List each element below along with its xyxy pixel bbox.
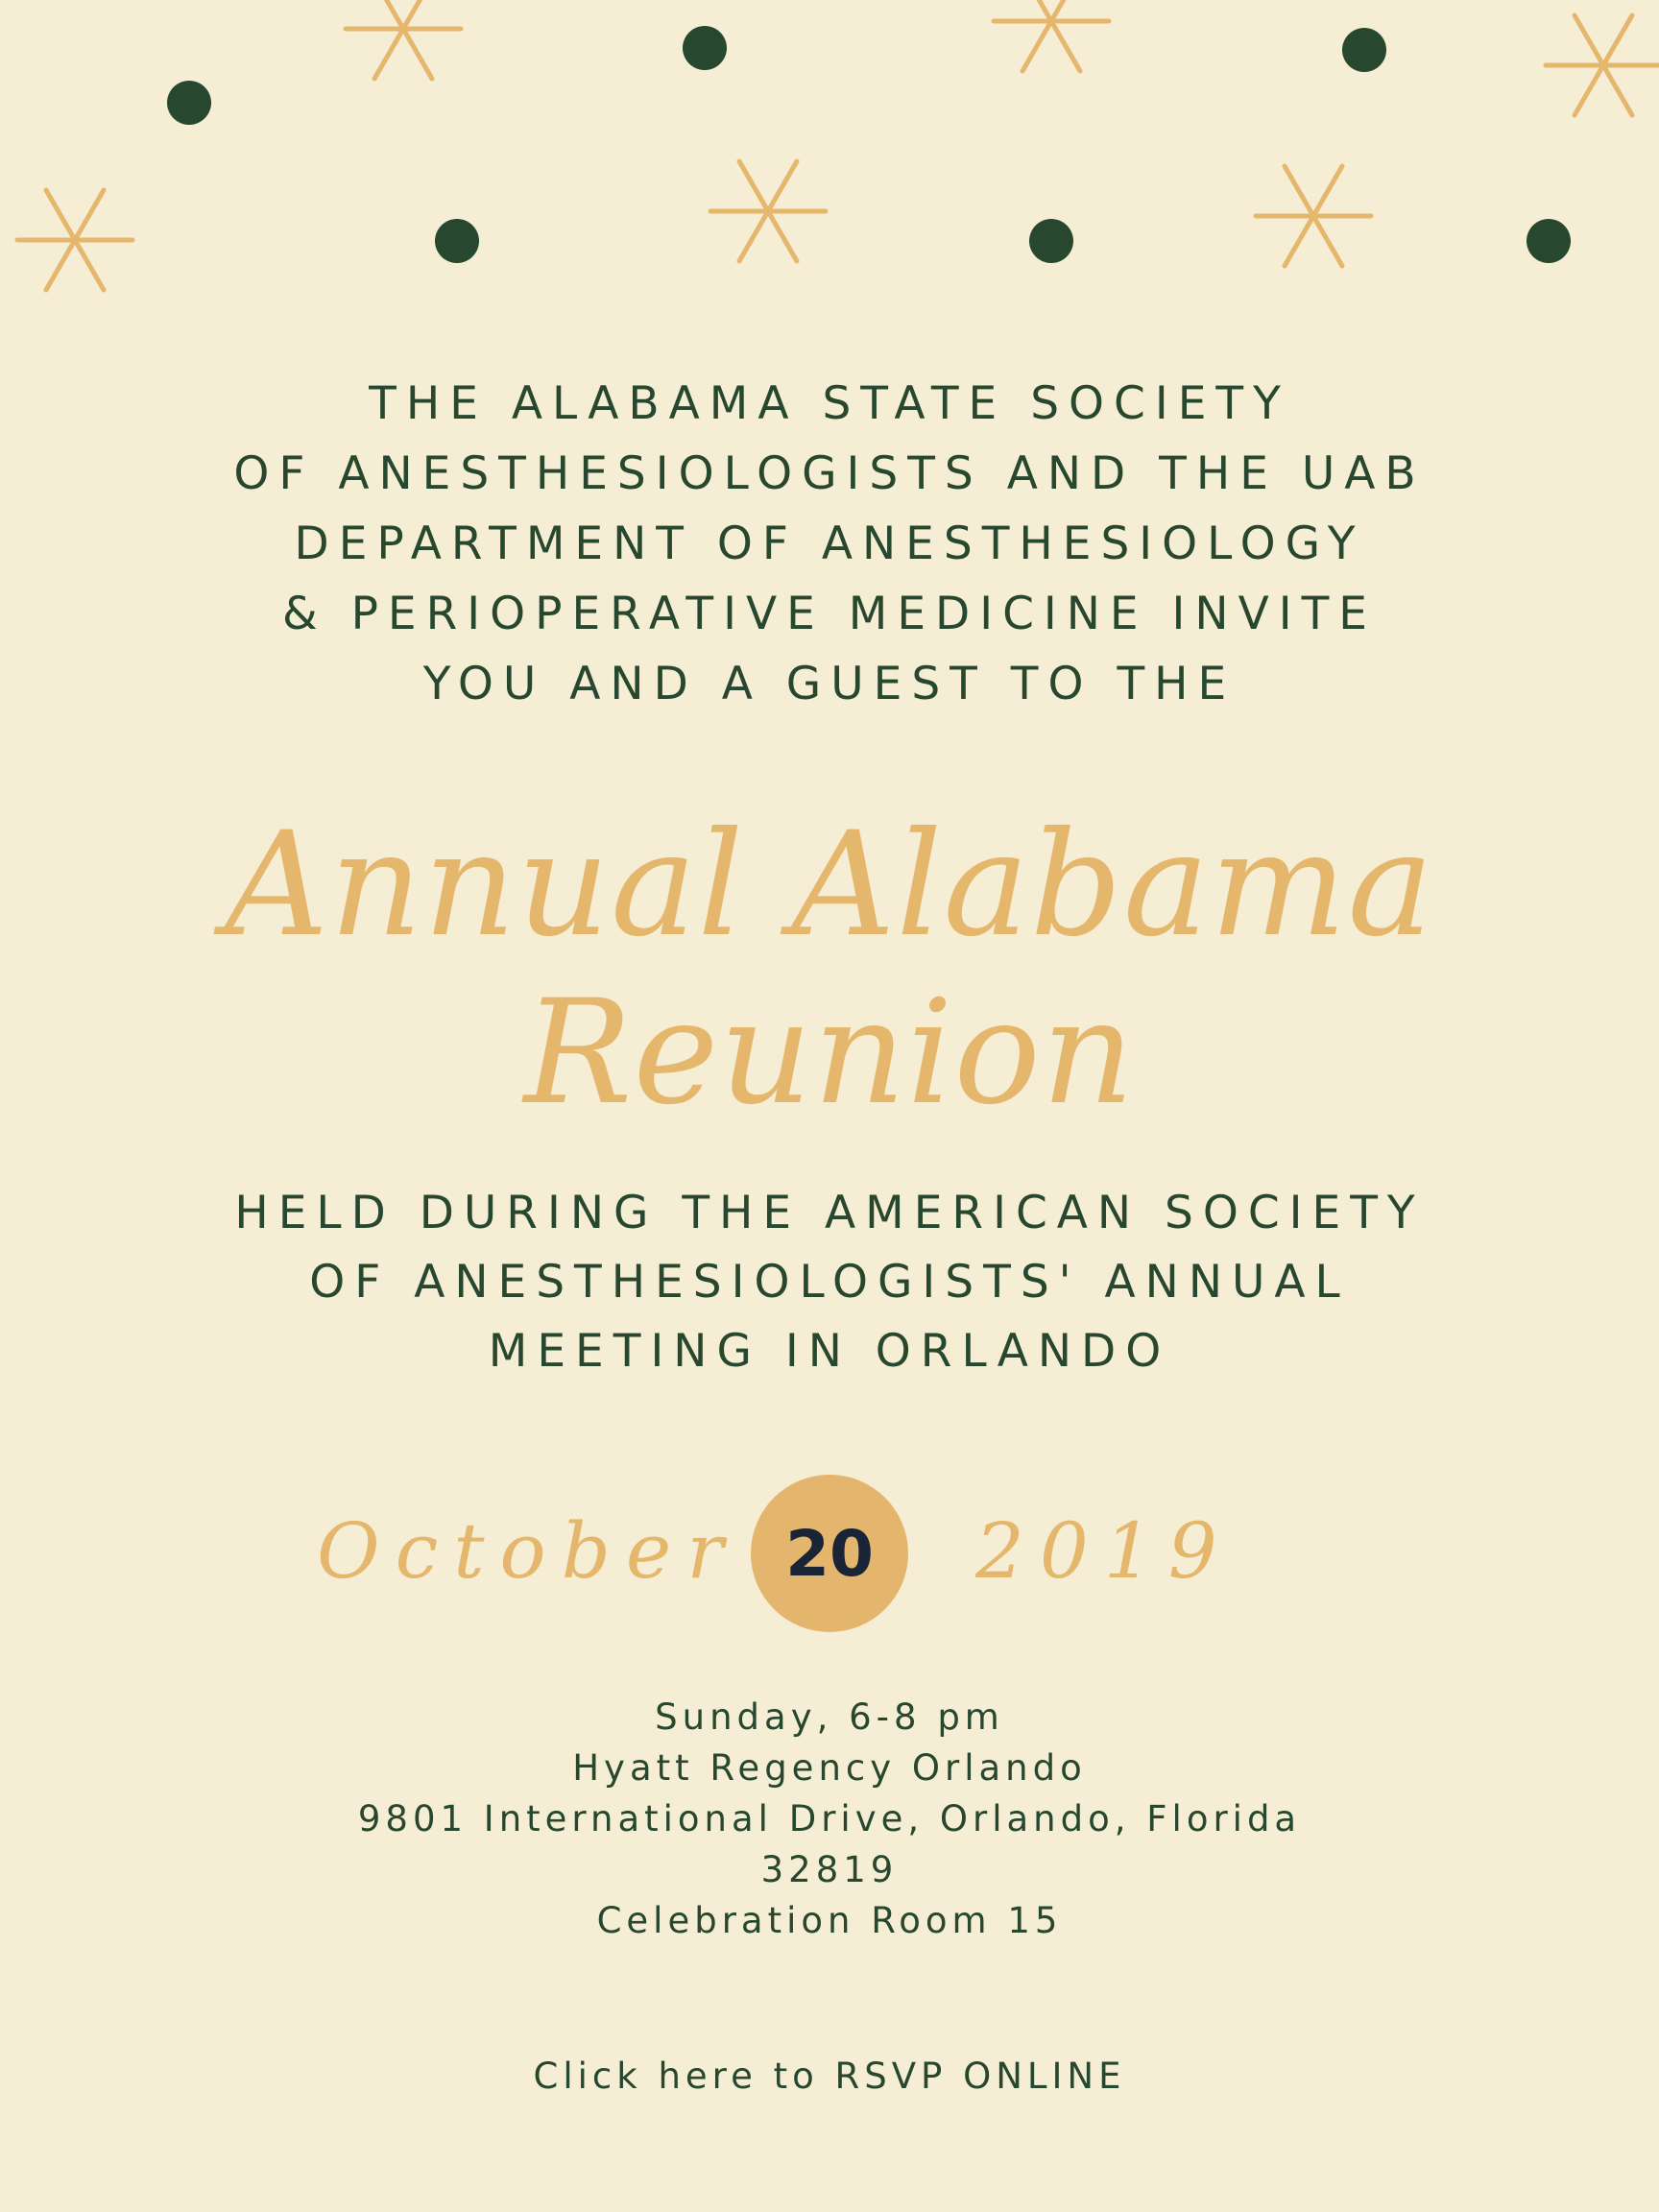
event-details [0, 1692, 1659, 1946]
intro-line: DEPARTMENT OF ANESTHESIOLOGY [294, 517, 1365, 570]
snowflake-icon [1546, 15, 1659, 115]
dot-icon [1342, 28, 1386, 72]
rsvp-section [0, 2051, 1659, 2102]
intro-line: THE ALABAMA STATE SOCIETY [369, 377, 1290, 430]
snowflake-icon [346, 0, 461, 79]
date-year: 2019 [975, 1506, 1233, 1596]
snowflake-icon [1256, 166, 1371, 266]
invitation-intro [0, 369, 1659, 719]
date-day: 20 [785, 1516, 874, 1591]
context-line: MEETING IN ORLANDO [488, 1325, 1171, 1378]
context-line: HELD DURING THE AMERICAN SOCIETY [234, 1187, 1425, 1239]
event-title-line: Reunion [523, 970, 1136, 1137]
rsvp-link[interactable]: Click here to RSVP ONLINE [533, 2056, 1126, 2097]
event-context [0, 1179, 1659, 1386]
dot-icon [167, 81, 211, 125]
intro-line: YOU AND A GUEST TO THE [422, 658, 1237, 710]
event-title [0, 802, 1659, 1138]
venue-name: Hyatt Regency Orlando [572, 1747, 1087, 1789]
snowflake-icon [17, 190, 132, 290]
venue-address: 9801 International Drive, Orlando, Florida [357, 1798, 1302, 1839]
date-month: October [317, 1506, 739, 1596]
date-day-badge [751, 1475, 908, 1632]
event-time: Sunday, 6-8 pm [655, 1696, 1004, 1738]
dot-icon [683, 26, 727, 70]
snowflake-icon [710, 161, 826, 261]
context-line: OF ANESTHESIOLOGISTS' ANNUAL [309, 1256, 1350, 1309]
event-title-line: Annual Alabama [224, 802, 1435, 969]
decoration-layer [0, 0, 1659, 317]
intro-line: OF ANESTHESIOLOGISTS AND THE UAB [233, 447, 1426, 500]
venue-zip: 32819 [760, 1849, 899, 1890]
intro-line: & PERIOPERATIVE MEDICINE INVITE [281, 588, 1377, 640]
dot-icon [1527, 219, 1571, 263]
snowflake-icon [994, 0, 1109, 71]
dot-icon [435, 219, 479, 263]
venue-room: Celebration Room 15 [596, 1900, 1063, 1941]
dot-icon [1029, 219, 1073, 263]
